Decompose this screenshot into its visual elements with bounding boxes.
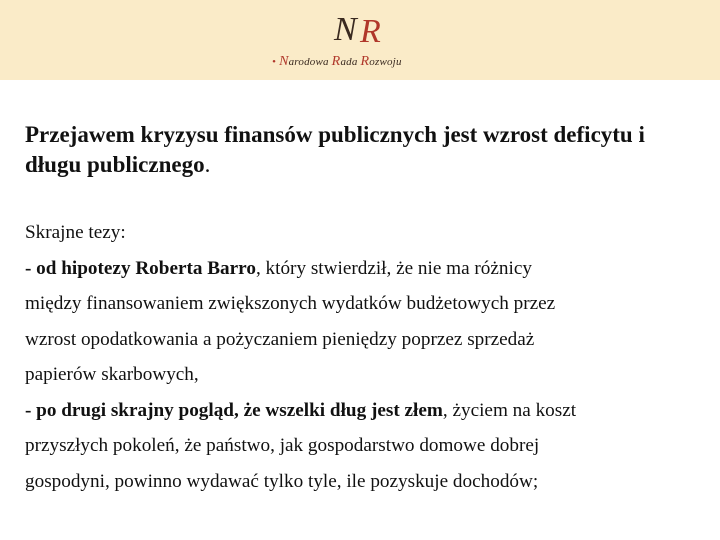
logo <box>0 0 720 80</box>
logo-monogram <box>330 8 400 48</box>
logo-name-rest: ozwoju <box>369 56 402 68</box>
body-line <box>25 393 720 429</box>
logo-name-cap: R <box>360 54 370 69</box>
body-text: przyszłych pokoleń, że państwo, jak gospodarstwo domowe dobrej <box>25 435 540 456</box>
body-line <box>25 322 720 358</box>
logo-name <box>272 54 402 70</box>
logo-name-rest: arodowa <box>288 56 332 68</box>
body-text: Skrajne tezy: <box>25 222 126 243</box>
body-text: między finansowaniem zwiększonych wydatków budżetowych przez <box>25 293 556 314</box>
body-text: papierów skarbowych, <box>25 364 199 385</box>
logo-bullet: • <box>272 56 277 68</box>
body-line <box>25 215 720 251</box>
body-line <box>25 428 720 464</box>
body-text: gospodyni, powinno wydawać tylko tyle, ile pozyskuje dochodów; <box>25 470 539 492</box>
body-text: , który stwierdził, że nie ma różnicy <box>255 257 532 279</box>
body-line <box>25 286 720 322</box>
body-line <box>25 251 720 287</box>
slide-heading <box>25 120 695 180</box>
logo-name-rest: ada <box>340 56 361 68</box>
header-banner <box>0 0 720 80</box>
logo-monogram-r: R <box>360 13 381 48</box>
body-text: wzrost opodatkowania a pożyczaniem pieniędzy poprzez sprzedaż <box>25 328 535 350</box>
logo-name-cap: R <box>331 54 341 69</box>
body-emphasis: - od hipotezy Roberta Barro <box>25 257 256 279</box>
heading-text: Przejawem kryzysu finansów publicznych jest wzrost deficytu i długu publicznego <box>25 122 645 177</box>
body-text: , życiem na koszt <box>442 399 577 421</box>
slide-body <box>25 215 720 499</box>
heading-end: . <box>204 152 211 177</box>
logo-monogram-n: N <box>334 11 357 48</box>
body-emphasis: - po drugi skrajny pogląd, że wszelki dług jest złem <box>25 399 443 421</box>
logo-name-cap: N <box>279 54 289 69</box>
body-line <box>25 464 720 500</box>
body-line <box>25 357 720 393</box>
